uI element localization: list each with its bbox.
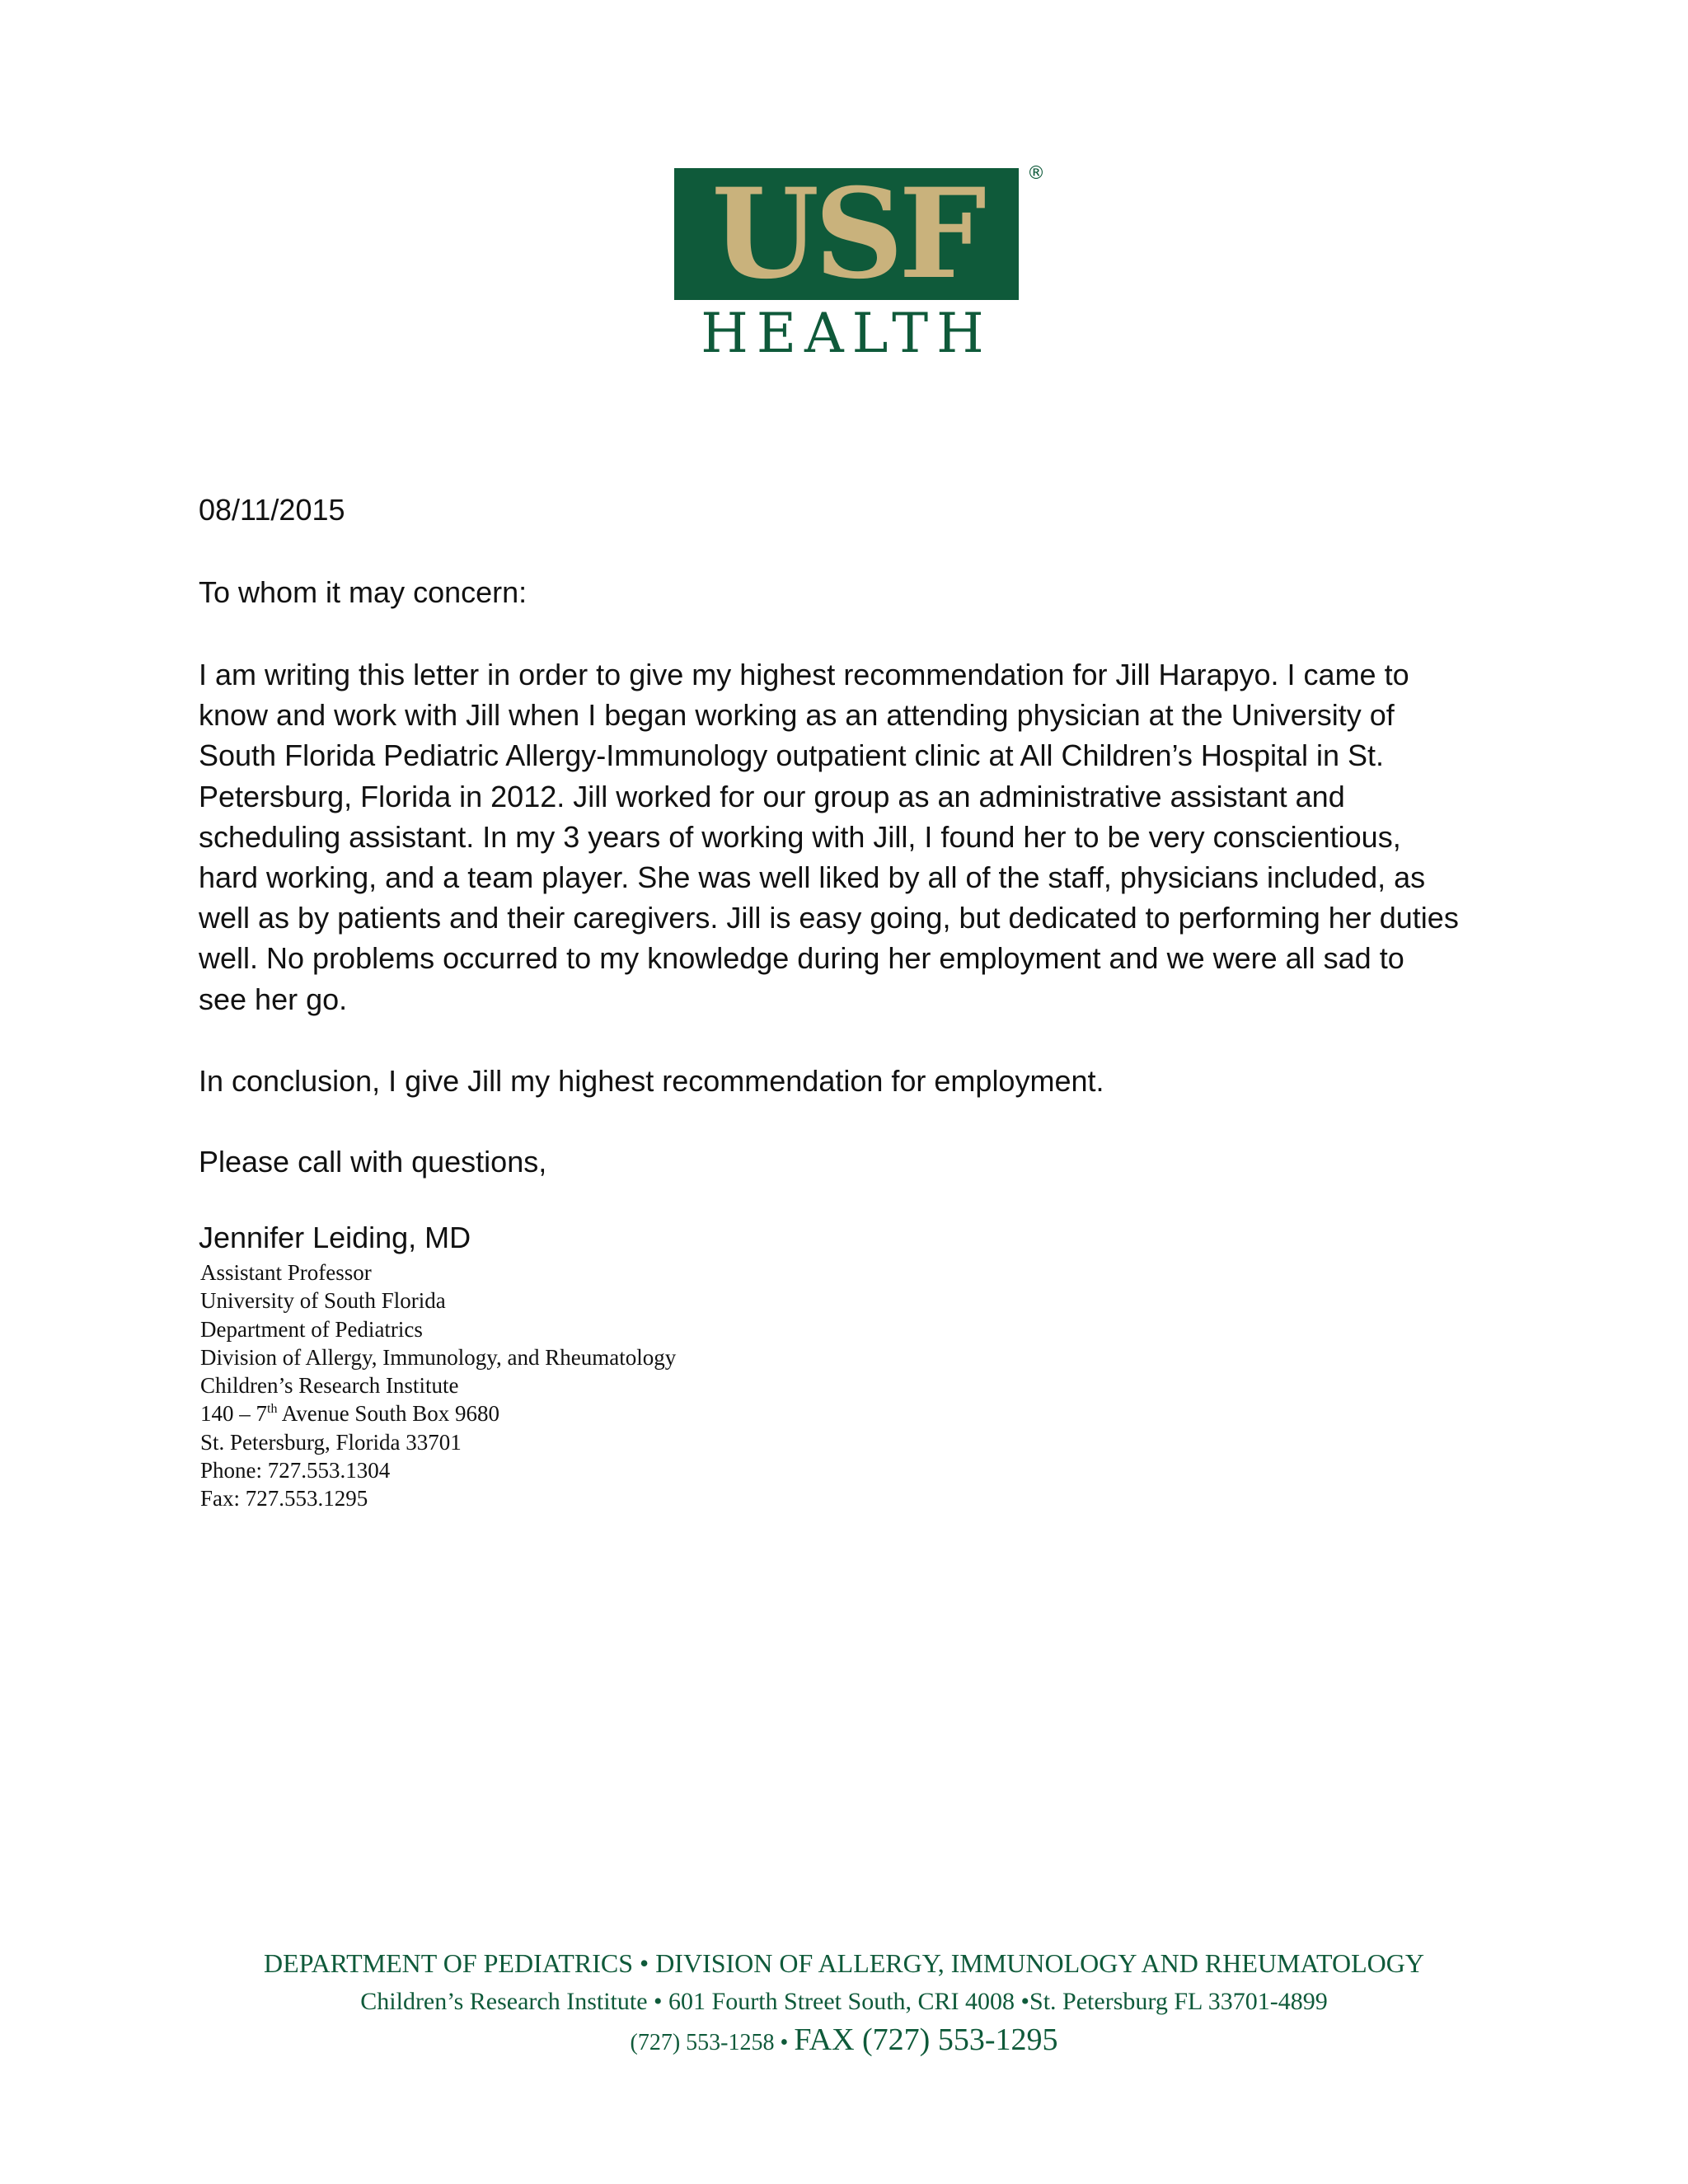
signer-city: St. Petersburg, Florida 33701 — [200, 1429, 462, 1455]
signer-address — [200, 1399, 676, 1427]
signer-fax: Fax: 727.553.1295 — [200, 1486, 368, 1511]
letter-closing: Please call with questions, — [199, 1144, 547, 1179]
paragraph-line: well. No problems occurred to my knowledge during her employment and we were all sad to — [199, 941, 1404, 976]
paragraph-line: know and work with Jill when I began working as an attending physician at the University of — [199, 698, 1395, 733]
letter-body — [199, 490, 1501, 1257]
footer-department-line: DEPARTMENT OF PEDIATRICS • DIVISION OF ALLERGY, IMMUNOLOGY AND RHEUMATOLOGY — [264, 1948, 1424, 1978]
letter-paragraph — [199, 654, 1501, 1019]
signer-title: Assistant Professor — [200, 1260, 372, 1285]
paragraph-line: well as by patients and their caregivers. Jill is easy going, but dedicated to performing her duties — [199, 901, 1459, 935]
paragraph-line: Petersburg, Florida in 2012. Jill worked for our group as an administrative assistant and — [199, 779, 1345, 813]
signer-institute: Children’s Research Institute — [200, 1373, 459, 1399]
address-street: Avenue South Box 9680 — [277, 1401, 499, 1427]
paragraph-line: hard working, and a team player. She was well liked by all of the staff, physicians included, as — [199, 860, 1426, 895]
footer-fax: FAX (727) 553-1295 — [794, 2022, 1058, 2057]
signer-phone: Phone: 727.553.1304 — [200, 1458, 391, 1483]
letterhead-footer — [0, 1942, 1688, 2067]
usf-health-logo — [674, 162, 1053, 365]
logo-usf-text: USF — [711, 162, 982, 307]
signature-block — [200, 1258, 676, 1513]
paragraph-line: scheduling assistant. In my 3 years of working with Jill, I found her to be very conscientious, — [199, 819, 1401, 854]
footer-contact-line — [0, 2019, 1688, 2067]
paragraph-line: see her go. — [199, 982, 348, 1016]
signer-university: University of South Florida — [200, 1288, 446, 1314]
footer-separator: • — [774, 2030, 795, 2055]
letter-salutation: To whom it may concern: — [199, 575, 528, 609]
signer-division: Division of Allergy, Immunology, and Rheumatology — [200, 1344, 677, 1370]
address-suffix: th — [267, 1402, 278, 1417]
letter-conclusion: In conclusion, I give Jill my highest recommendation for employment. — [199, 1063, 1104, 1098]
signer-name: Jennifer Leiding, MD — [199, 1220, 471, 1254]
address-number: 140 – 7 — [200, 1401, 267, 1427]
signer-department: Department of Pediatrics — [200, 1316, 423, 1342]
letter-date: 08/11/2015 — [199, 493, 345, 527]
footer-phone: (727) 553-1258 — [630, 2030, 775, 2055]
logo-registered-mark: ® — [1027, 163, 1045, 184]
paragraph-line: I am writing this letter in order to give my highest recommendation for Jill Harapyo. I came to — [199, 658, 1409, 691]
logo-health-text: HEALTH — [701, 302, 992, 365]
footer-address-line: Children’s Research Institute • 601 Fourth Street South, CRI 4008 •St. Petersburg FL 33701-4899 — [360, 1988, 1328, 2015]
paragraph-line: South Florida Pediatric Allergy-Immunology outpatient clinic at All Children’s Hospital in St. — [199, 738, 1385, 773]
